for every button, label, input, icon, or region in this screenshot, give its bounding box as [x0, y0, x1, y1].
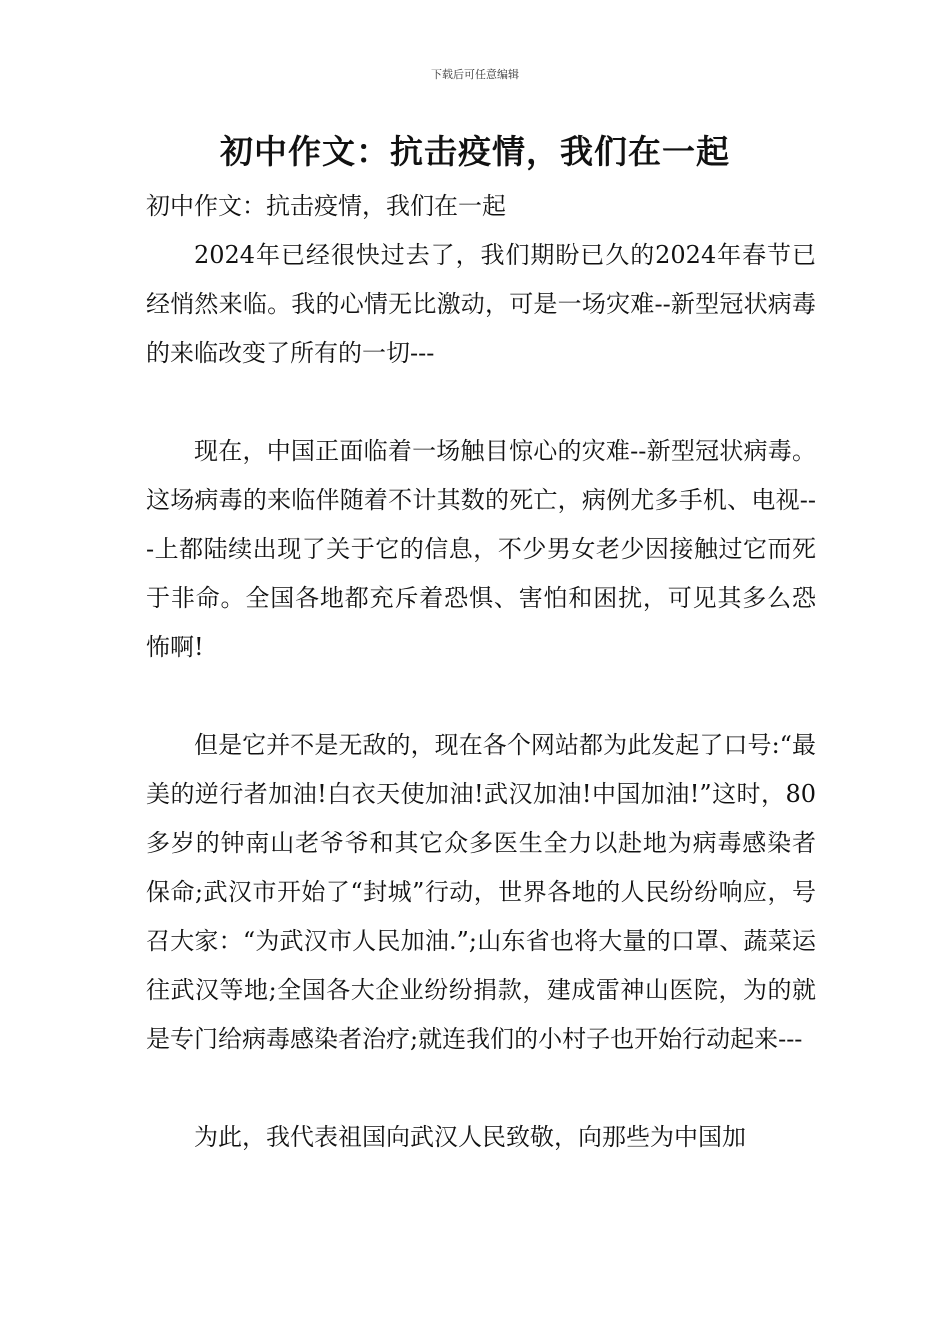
paragraph-1: 2024年已经很快过去了，我们期盼已久的2024年春节已经悄然来临。我的心情无比激动，可是一场灾难--新型冠状病毒的来临改变了所有的一切---	[146, 241, 816, 367]
paragraph-gap	[146, 378, 816, 427]
paragraph-gap	[146, 672, 816, 721]
document-title: 初中作文：抗击疫情，我们在一起	[220, 132, 730, 171]
paragraph-4: 为此，我代表祖国向武汉人民致敬，向那些为中国加	[194, 1123, 746, 1151]
document-body	[146, 182, 816, 1162]
document-subtitle: 初中作文：抗击疫情，我们在一起	[146, 192, 506, 220]
header-note: 下载后可任意编辑	[431, 68, 519, 81]
paragraph-3: 但是它并不是无敌的，现在各个网站都为此发起了口号:“最美的逆行者加油!白衣天使加油!武汉加油!中国加油!”这时，80多岁的钟南山老爷爷和其它众多医生全力以赴地为病毒感染者保命;武汉市开始了“封城”行动，世界各地的人民纷纷响应，号召大家：“为武汉市人民加油.”;山东省也将大量的口罩、蔬菜运往武汉等地;全国各大企业纷纷捐款，建成雷神山医院，为的就是专门给病毒感染者治疗;就连我们的小村子也开始行动起来---	[146, 731, 816, 1053]
paragraph-2: 现在，中国正面临着一场触目惊心的灾难--新型冠状病毒。这场病毒的来临伴随着不计其数的死亡，病例尤多手机、电视---上都陆续出现了关于它的信息，不少男女老少因接触过它而死于非命。全国各地都充斥着恐惧、害怕和困扰，可见其多么恐怖啊!	[146, 437, 816, 661]
paragraph-gap	[146, 1064, 816, 1113]
